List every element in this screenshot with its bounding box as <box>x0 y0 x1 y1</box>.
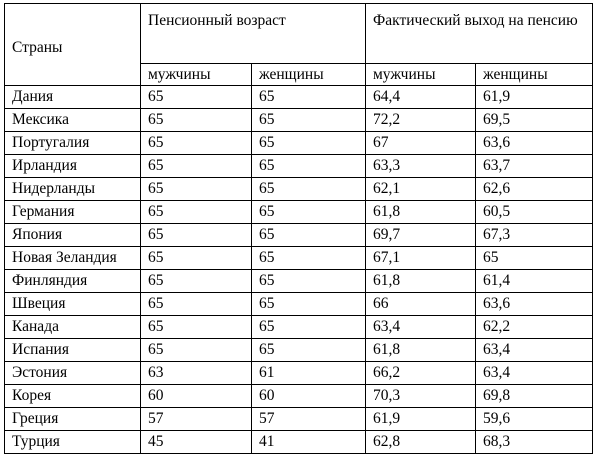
header-actual-men: мужчины <box>366 64 476 86</box>
country-cell: Канада <box>5 316 141 339</box>
country-cell: Ирландия <box>5 155 141 178</box>
country-cell: Турция <box>5 431 141 454</box>
age-women-cell: 65 <box>252 132 366 155</box>
age-men-cell: 65 <box>141 293 252 316</box>
country-cell: Нидерланды <box>5 178 141 201</box>
actual-women-cell: 63,4 <box>476 362 593 385</box>
table-row <box>5 385 593 408</box>
table-row <box>5 408 593 431</box>
actual-men-cell: 64,4 <box>366 86 476 109</box>
age-men-cell: 60 <box>141 385 252 408</box>
country-cell: Португалия <box>5 132 141 155</box>
actual-women-cell: 62,6 <box>476 178 593 201</box>
table-row <box>5 293 593 316</box>
header-row-primary <box>5 4 593 64</box>
header-country: Страны <box>5 4 141 86</box>
actual-women-cell: 69,5 <box>476 109 593 132</box>
actual-women-cell: 59,6 <box>476 408 593 431</box>
age-women-cell: 57 <box>252 408 366 431</box>
header-actual-women: женщины <box>476 64 593 86</box>
table-row <box>5 86 593 109</box>
country-cell: Эстония <box>5 362 141 385</box>
age-men-cell: 45 <box>141 431 252 454</box>
age-men-cell: 65 <box>141 155 252 178</box>
table-row <box>5 431 593 454</box>
age-men-cell: 65 <box>141 316 252 339</box>
age-men-cell: 65 <box>141 224 252 247</box>
country-cell: Новая Зеландия <box>5 247 141 270</box>
table-row <box>5 155 593 178</box>
actual-women-cell: 67,3 <box>476 224 593 247</box>
actual-men-cell: 69,7 <box>366 224 476 247</box>
table-row <box>5 224 593 247</box>
actual-women-cell: 61,4 <box>476 270 593 293</box>
actual-men-cell: 62,1 <box>366 178 476 201</box>
country-cell: Япония <box>5 224 141 247</box>
actual-men-cell: 63,4 <box>366 316 476 339</box>
country-cell: Мексика <box>5 109 141 132</box>
table-body <box>5 4 593 454</box>
header-actual-retirement: Фактический выход на пенсию <box>366 4 593 64</box>
actual-men-cell: 61,8 <box>366 201 476 224</box>
actual-men-cell: 67 <box>366 132 476 155</box>
age-men-cell: 65 <box>141 109 252 132</box>
country-cell: Корея <box>5 385 141 408</box>
age-women-cell: 65 <box>252 155 366 178</box>
actual-men-cell: 70,3 <box>366 385 476 408</box>
actual-women-cell: 63,6 <box>476 132 593 155</box>
age-women-cell: 65 <box>252 339 366 362</box>
actual-men-cell: 67,1 <box>366 247 476 270</box>
actual-men-cell: 61,8 <box>366 339 476 362</box>
table-row <box>5 109 593 132</box>
age-men-cell: 65 <box>141 247 252 270</box>
table-row <box>5 247 593 270</box>
table-container <box>4 3 593 454</box>
actual-men-cell: 61,9 <box>366 408 476 431</box>
age-women-cell: 65 <box>252 224 366 247</box>
age-women-cell: 65 <box>252 293 366 316</box>
country-cell: Дания <box>5 86 141 109</box>
actual-men-cell: 72,2 <box>366 109 476 132</box>
actual-women-cell: 69,8 <box>476 385 593 408</box>
country-cell: Греция <box>5 408 141 431</box>
age-men-cell: 65 <box>141 339 252 362</box>
actual-men-cell: 66,2 <box>366 362 476 385</box>
actual-men-cell: 66 <box>366 293 476 316</box>
actual-men-cell: 63,3 <box>366 155 476 178</box>
actual-women-cell: 60,5 <box>476 201 593 224</box>
age-men-cell: 65 <box>141 132 252 155</box>
actual-women-cell: 65 <box>476 247 593 270</box>
actual-women-cell: 62,2 <box>476 316 593 339</box>
age-men-cell: 65 <box>141 86 252 109</box>
age-women-cell: 65 <box>252 201 366 224</box>
age-women-cell: 65 <box>252 316 366 339</box>
age-women-cell: 61 <box>252 362 366 385</box>
header-age-men: мужчины <box>141 64 252 86</box>
age-men-cell: 65 <box>141 201 252 224</box>
header-age-women: женщины <box>252 64 366 86</box>
country-cell: Германия <box>5 201 141 224</box>
age-women-cell: 65 <box>252 109 366 132</box>
actual-women-cell: 61,9 <box>476 86 593 109</box>
actual-men-cell: 62,8 <box>366 431 476 454</box>
age-men-cell: 63 <box>141 362 252 385</box>
actual-women-cell: 63,6 <box>476 293 593 316</box>
retirement-age-table <box>4 3 593 454</box>
age-women-cell: 65 <box>252 270 366 293</box>
actual-men-cell: 61,8 <box>366 270 476 293</box>
table-row <box>5 270 593 293</box>
age-women-cell: 65 <box>252 86 366 109</box>
age-women-cell: 65 <box>252 247 366 270</box>
actual-women-cell: 63,4 <box>476 339 593 362</box>
actual-women-cell: 68,3 <box>476 431 593 454</box>
age-men-cell: 65 <box>141 178 252 201</box>
actual-women-cell: 63,7 <box>476 155 593 178</box>
table-row <box>5 362 593 385</box>
age-men-cell: 57 <box>141 408 252 431</box>
country-cell: Испания <box>5 339 141 362</box>
age-men-cell: 65 <box>141 270 252 293</box>
table-row <box>5 339 593 362</box>
table-row <box>5 178 593 201</box>
header-retirement-age: Пенсионный возраст <box>141 4 366 64</box>
age-women-cell: 60 <box>252 385 366 408</box>
table-row <box>5 201 593 224</box>
country-cell: Финляндия <box>5 270 141 293</box>
table-row <box>5 316 593 339</box>
table-row <box>5 132 593 155</box>
country-cell: Швеция <box>5 293 141 316</box>
age-women-cell: 41 <box>252 431 366 454</box>
age-women-cell: 65 <box>252 178 366 201</box>
